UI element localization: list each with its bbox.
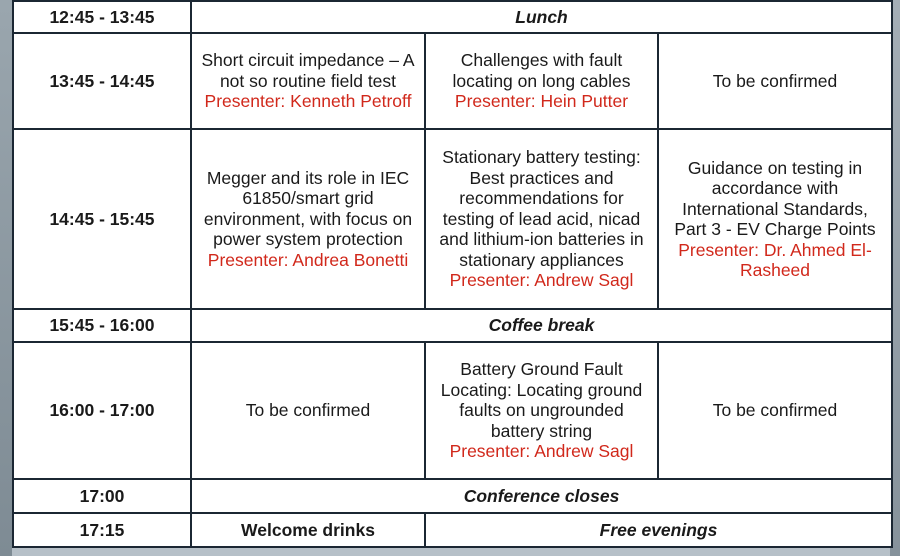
session-title: Battery Ground Fault Locating: Locating ground faults on ungrounded battery string (440, 359, 643, 441)
schedule-row-coffee (13, 309, 892, 342)
session-title: To be confirmed (712, 400, 838, 421)
session-cell (658, 129, 892, 309)
schedule-row-lunch (13, 1, 892, 33)
free-evenings-label: Free evenings (425, 513, 892, 547)
session-title: Challenges with fault locating on long cables (452, 50, 631, 91)
session-title: To be confirmed (245, 400, 371, 421)
time-slot: 17:00 (13, 479, 191, 513)
break-label: Lunch (191, 1, 892, 33)
time-slot: 14:45 - 15:45 (13, 129, 191, 309)
time-slot: 12:45 - 13:45 (13, 1, 191, 33)
session-title: Megger and its role in IEC 61850/smart grid environment, with focus on power system protection (203, 167, 413, 250)
session-cell (191, 33, 425, 129)
schedule-row-session (13, 33, 892, 129)
schedule-row-session (13, 129, 892, 309)
time-slot: 17:15 (13, 513, 191, 547)
session-presenter: Presenter: Hein Putter (454, 91, 629, 112)
session-cell (191, 342, 425, 479)
session-cell (425, 129, 658, 309)
session-title: Guidance on testing in accordance with International Standards, Part 3 - EV Charge Points (674, 157, 876, 239)
session-cell (191, 129, 425, 309)
session-presenter: Presenter: Andrew Sagl (449, 270, 634, 291)
session-presenter: Presenter: Dr. Ahmed El-Rasheed (678, 239, 872, 280)
session-cell (658, 342, 892, 479)
schedule-row-evening (13, 513, 892, 547)
time-slot: 13:45 - 14:45 (13, 33, 191, 129)
welcome-drinks-label: Welcome drinks (191, 513, 425, 547)
session-title: To be confirmed (712, 70, 838, 91)
time-slot: 15:45 - 16:00 (13, 309, 191, 342)
session-presenter: Presenter: Andrew Sagl (449, 441, 634, 462)
session-title: Short circuit impedance – A not so routine field test (201, 50, 415, 91)
break-label: Conference closes (191, 479, 892, 513)
schedule-row-session (13, 342, 892, 479)
background-left-edge (0, 0, 12, 556)
schedule-row-close (13, 479, 892, 513)
session-cell (425, 33, 658, 129)
session-cell (658, 33, 892, 129)
session-title: Stationary battery testing: Best practices and recommendations for testing of lead acid, nicad and lithium-ion batteries in stationary appliances (439, 147, 644, 270)
session-cell (425, 342, 658, 479)
time-slot: 16:00 - 17:00 (13, 342, 191, 479)
break-label: Coffee break (191, 309, 892, 342)
schedule-table (12, 0, 893, 548)
session-presenter: Presenter: Kenneth Petroff (204, 91, 412, 112)
session-presenter: Presenter: Andrea Bonetti (207, 249, 409, 270)
